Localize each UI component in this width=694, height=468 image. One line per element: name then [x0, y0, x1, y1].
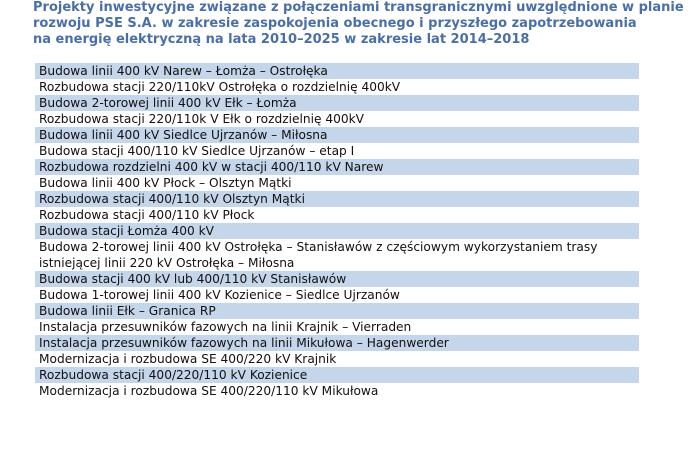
title-line-3: na energię elektryczną na lata 2010–2025 w zakresie lat 2014–2018 — [33, 32, 530, 47]
table-row: Budowa stacji 400 kV lub 400/110 kV Stanisławów — [35, 271, 639, 287]
projects-table — [35, 63, 639, 399]
table-row-line-2: istniejącej linii 220 kV Ostrołęka – Miłosna — [39, 256, 295, 270]
table-row: Budowa stacji Łomża 400 kV — [35, 223, 639, 239]
table-row: Rozbudowa stacji 400/110 kV Płock — [39, 208, 255, 222]
table-row: Modernizacja i rozbudowa SE 400/220 kV Krajnik — [39, 352, 337, 366]
table-row: Budowa stacji 400/110 kV Siedlce Ujrzanów – etap I — [39, 144, 355, 158]
table-row: Rozbudowa stacji 220/110k V Ełk o rozdzielnię 400kV — [39, 112, 365, 126]
table-row: Rozbudowa stacji 400/110 kV Olsztyn Mątki — [35, 191, 639, 207]
table-row: Rozbudowa stacji 220/110kV Ostrołęka o rozdzielnię 400kV — [39, 80, 401, 94]
table-row: Instalacja przesuwników fazowych na linii Krajnik – Vierraden — [39, 320, 412, 334]
table-row-line-1: Budowa 2-torowej linii 400 kV Ostrołęka – Stanisławów z częściowym wykorzystaniem trasy — [39, 240, 598, 254]
table-row: Budowa linii Ełk – Granica RP — [35, 303, 639, 319]
table-row: Rozbudowa stacji 400/220/110 kV Kozienice — [35, 367, 639, 383]
table-row: Budowa linii 400 kV Płock – Olsztyn Mątki — [39, 176, 292, 190]
table-row: Rozbudowa rozdzielni 400 kV w stacji 400/110 kV Narew — [35, 159, 639, 175]
table-row: Modernizacja i rozbudowa SE 400/220/110 kV Mikułowa — [39, 384, 379, 398]
table-row: Budowa 2-torowej linii 400 kV Ełk – Łomża — [35, 95, 639, 111]
table-row: Budowa linii 400 kV Narew – Łomża – Ostrołęka — [35, 63, 639, 79]
table-row — [35, 239, 639, 271]
table-row: Instalacja przesuwników fazowych na linii Mikułowa – Hagenwerder — [35, 335, 639, 351]
table-row: Budowa linii 400 kV Siedlce Ujrzanów – Miłosna — [35, 127, 639, 143]
document-title — [33, 0, 684, 48]
title-line-1: Projekty inwestycyjne związane z połączeniami transgranicznymi uwzględnione w planie — [33, 0, 684, 15]
title-line-2: rozwoju PSE S.A. w zakresie zaspokojenia obecnego i przyszłego zapotrzebowania — [33, 16, 637, 31]
table-row: Budowa 1-torowej linii 400 kV Kozienice – Siedlce Ujrzanów — [39, 288, 400, 302]
